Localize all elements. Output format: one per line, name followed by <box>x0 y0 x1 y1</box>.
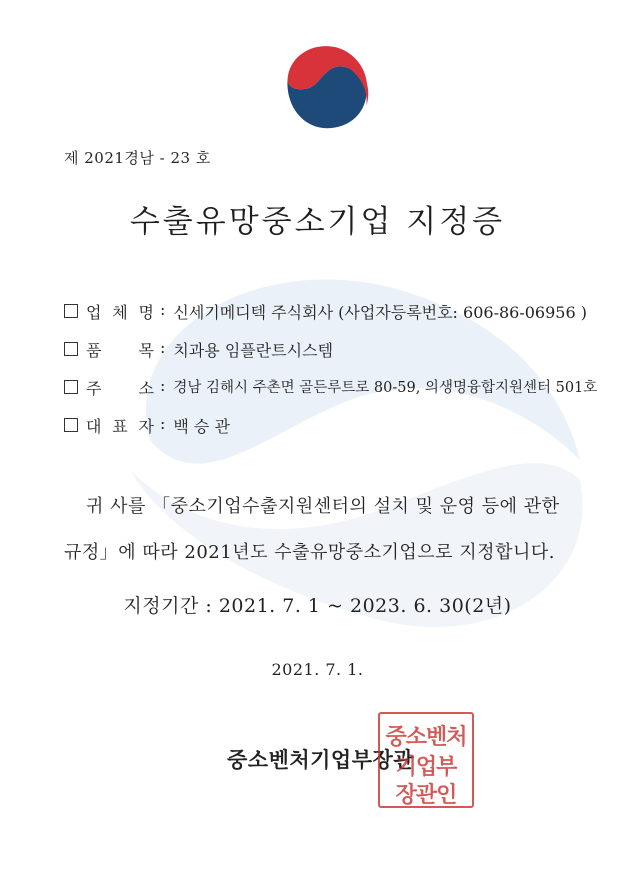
checkbox-icon <box>64 380 78 394</box>
official-seal-icon: 중소벤처 기업부 장관인 <box>378 712 474 808</box>
document-title: 수출유망중소기업 지정증 <box>129 204 506 240</box>
field-address: 주 소 : 경남 김해시 주촌면 골든루트로 80-59, 의생명융합지원센터 501호 <box>64 376 597 399</box>
field-value: 신세기메디텍 주식회사 (사업자등록번호: 606-86-06956 ) <box>173 303 587 322</box>
field-representative: 대 표 자 : 백 승 관 <box>64 414 230 437</box>
checkbox-icon <box>64 342 78 356</box>
field-label: 품 목 <box>86 341 154 360</box>
checkbox-icon <box>64 418 78 432</box>
issue-date: 2021. 7. 1. <box>271 660 364 679</box>
body-text-line-1: 귀 사를 「중소기업수출지원센터의 설치 및 운영 등에 관한 <box>86 496 560 517</box>
field-product: 품 목 : 치과용 임플란트시스템 <box>64 338 333 361</box>
field-label: 대 표 자 <box>86 417 154 436</box>
field-label: 주 소 <box>86 379 154 398</box>
field-value: 치과용 임플란트시스템 <box>173 341 334 360</box>
field-value: 백 승 관 <box>173 417 230 436</box>
document-number: 제 2021경남 - 23 호 <box>64 149 211 167</box>
designation-period: 지정기간 : 2021. 7. 1 ~ 2023. 6. 30(2년) <box>123 595 512 617</box>
field-company: 업 체 명 : 신세기메디텍 주식회사 (사업자등록번호: 606-86-06956 ) <box>64 300 587 323</box>
body-text-line-2: 규정」에 따라 2021년도 수출유망중소기업으로 지정합니다. <box>64 542 555 563</box>
checkbox-icon <box>64 304 78 318</box>
taegeuk-emblem-icon <box>280 38 374 132</box>
field-label: 업 체 명 <box>86 303 154 322</box>
issuer-name: 중소벤처기업부장관 <box>227 747 415 772</box>
field-value: 경남 김해시 주촌면 골든루트로 80-59, 의생명융합지원센터 501호 <box>173 380 598 396</box>
